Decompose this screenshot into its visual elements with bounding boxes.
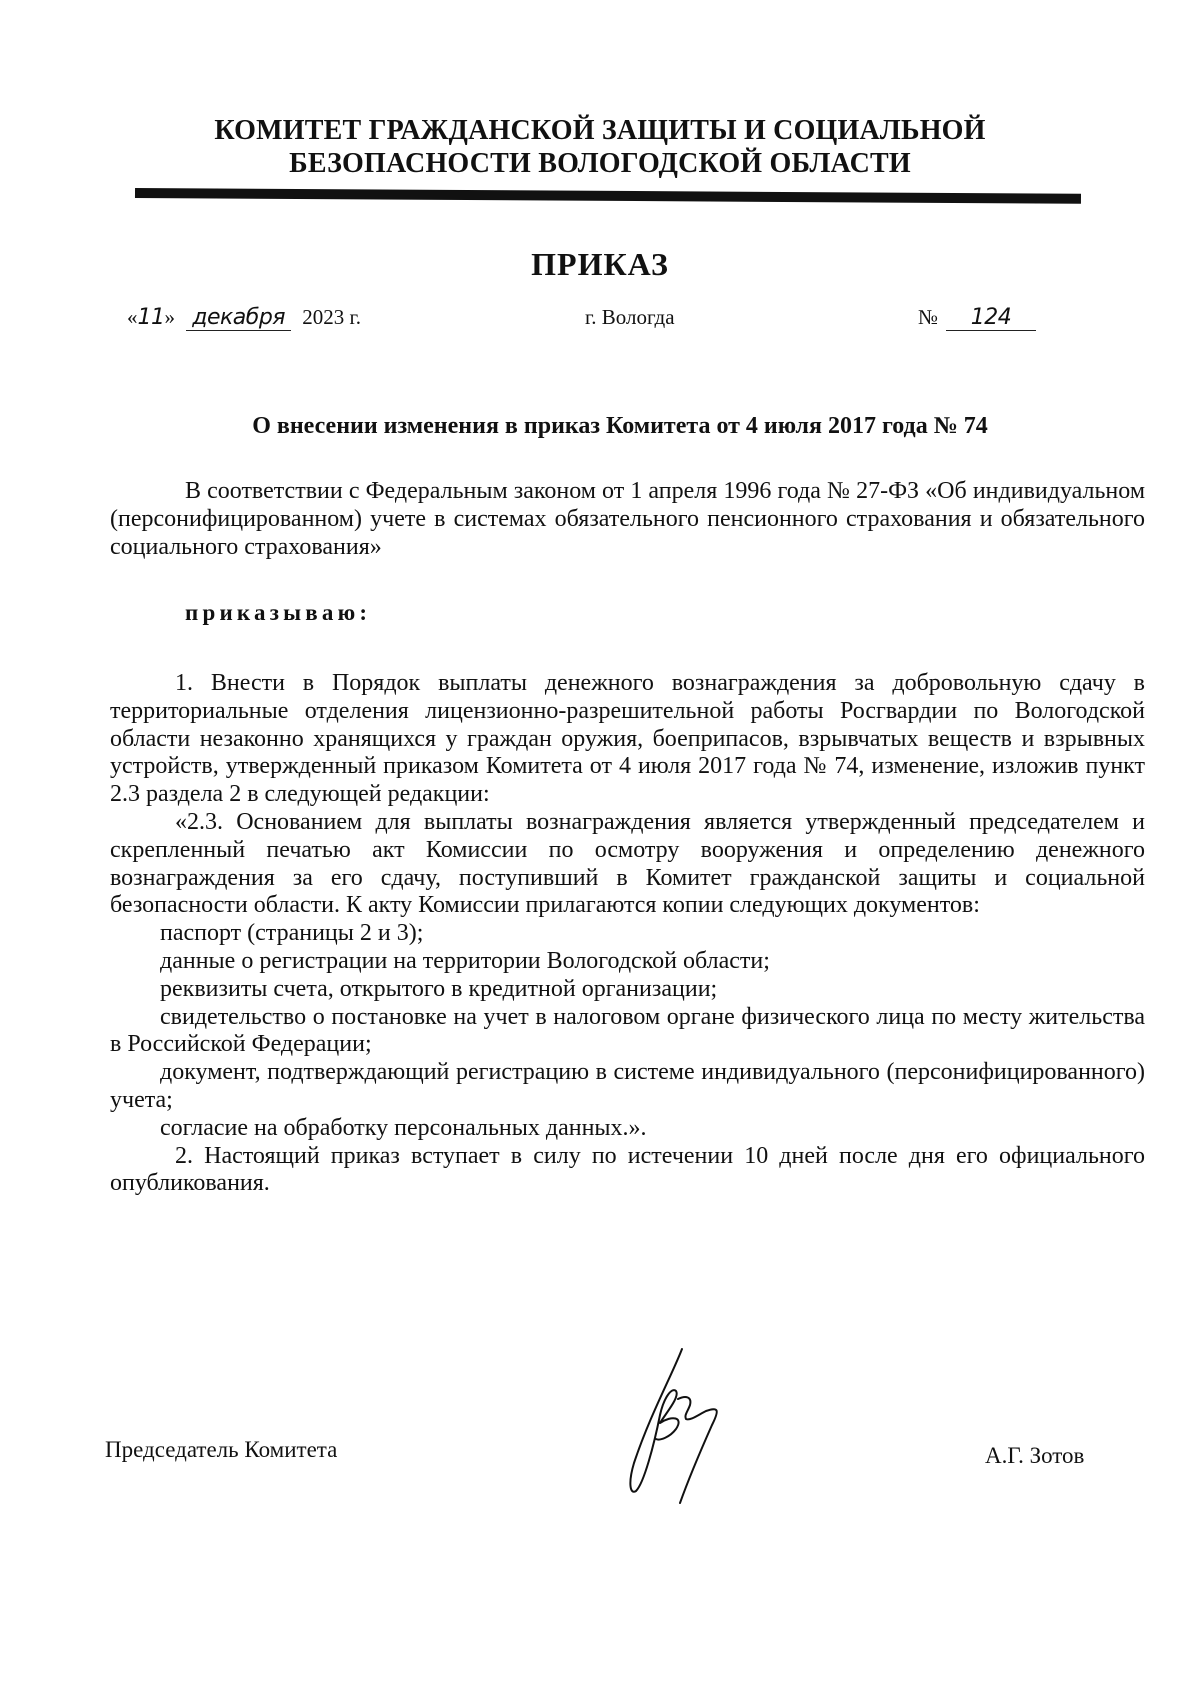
organization-line-2: БЕЗОПАСНОСТИ ВОЛОГОДСКОЙ ОБЛАСТИ: [289, 148, 911, 179]
organization-line-1: КОМИТЕТ ГРАЖДАНСКОЙ ЗАЩИТЫ И СОЦИАЛЬНОЙ: [214, 115, 986, 146]
order-number-value: 124: [946, 305, 1036, 331]
signatory-title: Председатель Комитета: [105, 1437, 338, 1462]
paragraph-1: 1. Внести в Порядок выплаты денежного вознаграждения за добровольную сдачу в территориальные отделения лицензионно-разрешительной работы Росгвардии по Вологодской области незаконно хранящихся у граждан оружия, боеприпасов, взрывчатых веществ и взрывных устройств, утвержденный приказом Комитета от 4 июля 2017 года № 74, изменение, изложив пункт 2.3 раздела 2 в следующей редакции:: [110, 670, 1145, 808]
order-date: [127, 305, 361, 331]
order-word: приказываю:: [185, 600, 372, 625]
document-item: данные о регистрации на территории Вологодской области;: [160, 947, 770, 974]
document-type-title: ПРИКАЗ: [531, 246, 669, 282]
document-item: паспорт (страницы 2 и 3);: [160, 920, 424, 947]
order-body: [110, 670, 1145, 1198]
city: г. Вологда: [585, 305, 675, 329]
document-item: свидетельство о постановке на учет в налоговом органе физического лица по месту жительства в Российской Федерации;: [110, 1003, 1145, 1058]
handwritten-signature: [620, 1345, 770, 1505]
order-number-label: №: [918, 305, 939, 329]
document-item: документ, подтверждающий регистрацию в системе индивидуального (персонифицированного) учета;: [110, 1059, 1145, 1113]
order-number: [918, 305, 1036, 331]
date-month: декабря: [186, 305, 291, 331]
date-year: 2023 г.: [302, 305, 362, 329]
order-subject: О внесении изменения в приказ Комитета от 4 июля 2017 года № 74: [252, 413, 988, 439]
header-rule: [135, 188, 1081, 204]
paragraph-2-3: «2.3. Основанием для выплаты вознаграждения является утвержденный председателем и скрепленный печатью акт Комиссии по осмотру вооружения и определению денежного вознаграждения за его сдачу, поступивший в Комитет гражданской защиты и социальной безопасности области. К акту Комиссии прилагаются копии следующих документов:: [110, 808, 1145, 919]
document-item: согласие на обработку персональных данных.».: [160, 1114, 647, 1141]
date-day: 11: [137, 305, 165, 330]
preamble: В соответствии с Федеральным законом от 1 апреля 1996 года № 27-ФЗ «Об индивидуальном (персонифицированном) учете в системах обязательного пенсионного страхования и обязательного социального страхования»: [110, 478, 1145, 560]
signatory-name: А.Г. Зотов: [985, 1443, 1085, 1468]
date-open-quote: «: [127, 305, 138, 329]
date-close-quote: »: [164, 305, 175, 329]
organization-header: [150, 114, 1050, 180]
paragraph-2: 2. Настоящий приказ вступает в силу по истечении 10 дней после дня его официального опубликования.: [110, 1142, 1145, 1197]
document-item: реквизиты счета, открытого в кредитной организации;: [160, 975, 718, 1002]
